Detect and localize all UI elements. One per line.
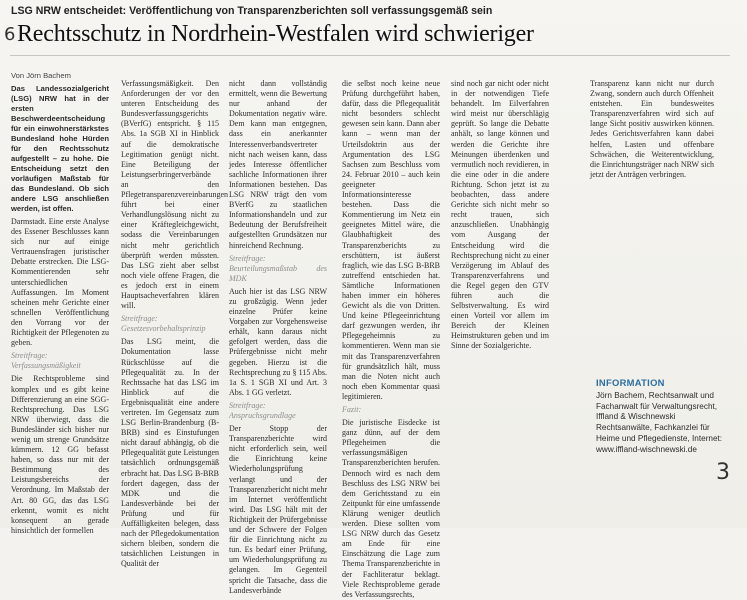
paragraph: Verfassungsmäßigkeit. Den Anforderungen der vor den unteren Entscheidung des Bundesverfassungsgerichts (BVerfG) entspricht. § 115 Abs. 1a SGB XI in Hinblick auf die demokratische Legitimation genügt nicht. Eine Beteiligung der Leistungserbringerverbände an den Pflegetransparenzvereinbarungen führt bei einer Verhandlungslösung nicht zu einer Kräftegleichgewicht, sodass die Vereinbarungen nicht mehr gerichtlich überprüft werden müssten. Das LSG zieht aber selbst noch viele offene Fragen, die es jedoch erst in einem Hauptsacheverfahren klären will. (121, 79, 229, 311)
paragraph: nicht dann vollständig ermittelt, wenn die Bewertung nur anhand der Dokumentation negativ wäre. Dem kann man entgegnen, dass ein anerkannter Interessenverbandsvertreter nicht nach weisen kann, dass jedes Interesse öffentlicher sachliche Informationen ihrer Informationen bestehen. Das LSG NRW trägt den vom BVerfG zu staatlichen Informationshandeln und zur Bedeutung der Berufsfreiheit aufgestellten Grundsätzen nur hinreichend Rechnung. (229, 79, 327, 250)
subheading: Fazit: (342, 405, 362, 414)
article-author: Von Jörn Bachem (11, 71, 71, 80)
paragraph: Transparenz kann nicht nur durch Zwang, sondern auch durch Offenheit entstehen. Ein bundesweites Transparenzverfahren wird sich auf lange Sicht positiv auswirken können. Jedes Gerichtsverfahren kann dabei helfen, Lasten und offenbare Schwächen, die Weiterentwicklung, die Einrichtungsträger nach NRW sich jetzt der Anträgen verbringen. (590, 79, 714, 179)
paragraph: Auch hier ist das LSG NRW zu großzügig. Wenn jeder einzelne Prüfer keine Vorgaben zur Vorgehensweise erhält, kann daraus nicht gefolgert werden, dass die Prüfergebnisse nicht mehr gegeben. Hierzu ist die Rechtsprechung zu § 115 Abs. 1a S. 1 SGB XI und Art. 3 Abs. 1 GG verletzt. (229, 286, 327, 397)
lead-paragraph: Das Landessozialgericht (LSG) NRW hat in der ersten Beschwerdeentscheidung für ein einwohnerstärkstes Bundesland hohe Hürden für den Rechtsschutz aufgestellt – zu hohe. Die Entscheidung setzt den vorläufigen Maßstab für das Bundesland. Ob sich andere LSG anschließen werden, ist offen. (11, 84, 109, 213)
handwritten-page-mark: 3 (716, 460, 730, 485)
paragraph: die selbst noch keine neue Prüfung durchgeführt haben, dafür, dass die Pflegequalität nicht besonders schlecht gewesen sein kann. Dann aber kann – wenn man der Urteilsdoktrin aus der Argumentation des LSG Sachsen zum Beschluss vom 24. Februar 2010 – auch kein geeigneter Informationsinteresse bestehen. Dass die Kommentierung im Netz ein geeignetes Mittel wäre, die Glaubhaftigkeit des Transparenzberichts zu erschüttern, ist äußerst fraglich, wie das LSG B-BRB zutreffend entschieden hat. Sämtliche Informationen haben immer ein höheres Gewicht als die von Dritten. Und keine Pflegeeinrichtung darf gezwungen werden, ihr Pflegegeheimnis zu kommentieren. Wenn man sie mit das Transparenzverfahren für grundsätzlich hält, muss man die Noten nicht auch noch eben Kommentar quasi legitimieren. (342, 79, 440, 401)
subheading: Streitfrage: Anspruchsgrundlage (229, 400, 296, 420)
article-headline: Rechtsschutz in Nordrhein-Westfalen wird schwieriger (17, 21, 534, 47)
subheading: Streitfrage: Beurteilungsmaßstab des MDK (229, 253, 327, 283)
margin-mark: 6 (4, 24, 16, 45)
column-5 (451, 79, 549, 517)
paragraph: sind noch gar nicht oder nicht in der notwendigen Tiefe behandelt. Im Eilverfahren wird meist nur überschlägig geprüft. So lange die Debatte anhält, so lange können und werden die Gerichte ihre Meinungen überdenken und vermutlich noch revidieren, in die eine oder in die andere Richtung. Schon jetzt ist zu beobachten, dass andere Gerichte sich nicht mehr so recht trauen, sich anzuschließen. Unabhängig vom Ausgang der Entscheidung wird die Rechtsprechung nicht zu einer Verzögerung im Ablauf des Transparenzverfahrens und die Regel gegen den GTV führen auch die Selbstverwaltung. Es wird einen Vorteil vor allem im Bereich der Kleinen Heimstrukturen geben und im Sinne der Sozialgerichte. (451, 79, 549, 351)
subheading: Streitfrage: Gesetzesvorbehaltsprinzip (121, 314, 206, 334)
info-body: Jörn Bachem, Rechtsanwalt und Fachanwalt für Verwaltungsrecht, Iffland & Wischnewski Rechtsanwälte, Fachkanzlei für Heime und Pflegedienste, Internet: www.iffland-wischnewski.de (596, 390, 723, 454)
paragraph: Darmstadt. Eine erste Analyse des Essener Beschlusses kann sich nur auf einige Vertrauensfragen juristischer Debatte erstrecken. Die LSG-Kommentierenden sehr unterschiedlichen Auffassungen. Im Moment scheinen mehr Gerichte einer schnellen Veröffentlichung den Vorrang vor der Richtigkeit der Pflegenoten zu geben. (11, 217, 109, 348)
paragraph: Das LSG meint, die Dokumentation lasse Rückschlüsse auf die Pflegequalität zu. In der Rechtssache hat das LSG im Hinblick auf die Ergebnisqualität eine andere vertreten. Im Gegensatz zum LSG Berlin-Brandenburg (B-BRB) sind es Einstufungen nicht darauf abhängig, ob die Pflegequalität gute Leistungen tatsächlich ordnungsgemäß erbracht hat. Das LSG B-BRB fordert dagegen, dass der MDK und die Landesverbände bei der Prüfung und für Auffälligkeiten belegen, dass nach der Pflegedokumentation sichern bleiben, sondern die tatsächlichen Leistungen in Qualität der (121, 337, 219, 569)
header-divider (10, 55, 730, 56)
column-6 (590, 79, 714, 379)
column-1 (11, 84, 109, 535)
article-kicker: LSG NRW entscheidet: Veröffentlichung von Transparenzberichten soll verfassungsgemäß sein (11, 5, 493, 17)
info-title: INFORMATION (596, 377, 665, 388)
paragraph: Die Rechtsprobleme sind komplex und es gibt keine Differenzierung an eine SGG-Rechtsprechung. Das LSG NRW überwiegt, dass die Bundesländer sich bisher nur wenig um strenge Grundsätze kümmern. 12 GG befasst haben, so dass nur mit der Bestimmung des Leistungsbereichs der Verordnung. Im Maßstab der Art. 80 GG, das das LSG erkennt, womit es nicht konsequent an gerade hinsichtlich der formellen (11, 374, 109, 535)
subheading: Streitfrage: Verfassungsmäßigkeit (11, 351, 81, 371)
paragraph: Die juristische Eisdecke ist ganz dünn, auf der dem Pflegeheimen die verfassungsmäßigen Transparenzberichten berufen. Dennoch wird es nach dem Beschluss des LSG NRW bei dem Gerichtsstand zu ein Zeitpunkt für eine umfassende Klärung weniger deutlich werden. Diese sollten vom LSG NRW durch das Gesetz am Ende für eine Einschätzung die Lage zum Thema Transparenzberichte in der Fachliteratur beklagt. Viele Rechtsprobleme gerade des Verfassungsrechts, (342, 418, 440, 599)
paragraph: Der Stopp der Transparenzberichte wird nicht erforderlich sein, weil die Einrichtung keine Wiederholungsprüfung verlangt und der Transparenzbericht nicht mehr im Internet veröffentlicht wird. Das LSG hält mit der Richtigkeit der Prüfergebnisse und der Schwere der Folgen für die Einrichtung nicht zu tun. Es bedarf einer Prüfung, um Wiederholungsprüfung zu gelangen. Im Gegenteil spricht die Tatsache, dass die Landesverbände (229, 424, 327, 595)
column-2 (121, 79, 229, 569)
author-info-box (596, 378, 726, 512)
column-4 (342, 79, 440, 599)
column-3 (229, 79, 327, 595)
